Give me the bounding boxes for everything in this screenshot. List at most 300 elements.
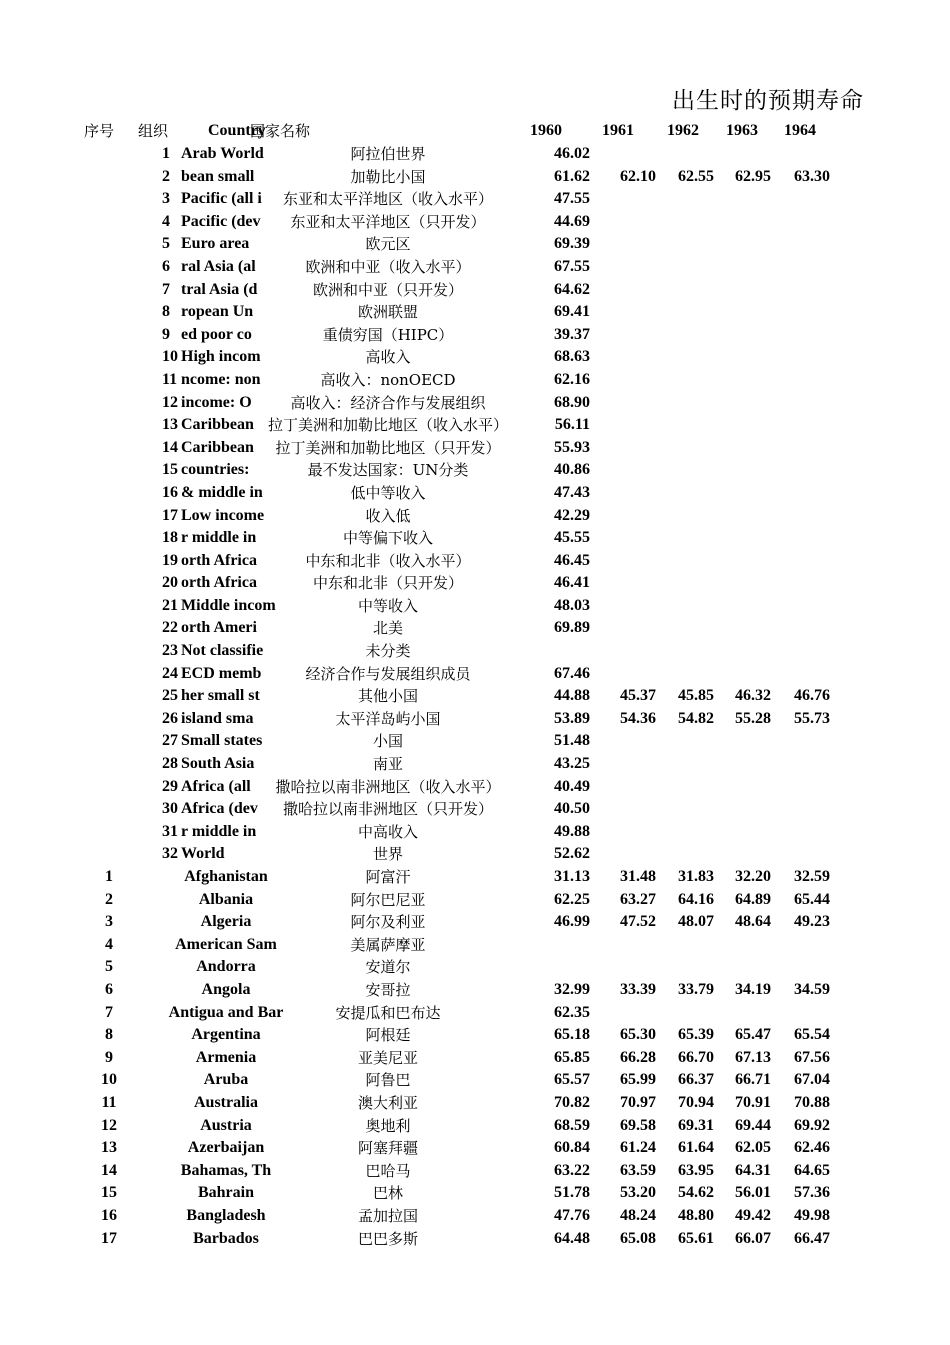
row-org-code: 12 <box>162 393 178 411</box>
row-value-1961: 61.24 <box>620 1139 656 1157</box>
row-seq-number: 4 <box>105 935 113 953</box>
row-value-1962: 48.07 <box>678 913 714 931</box>
row-chinese-name: 东亚和太平洋地区（收入水平） <box>282 190 493 209</box>
row-value-1964 <box>770 617 830 640</box>
row-value-1961 <box>596 188 656 211</box>
row-country-name: World <box>181 845 225 863</box>
row-value-1964: 67.04 <box>794 1071 830 1089</box>
row-value-1960: 67.46 <box>554 664 590 682</box>
row-value-1960: 52.62 <box>554 845 590 863</box>
table-row <box>0 617 950 640</box>
row-value-1962 <box>654 730 714 753</box>
row-value-1960: 56.11 <box>554 416 590 434</box>
row-seq-number: 6 <box>105 980 113 998</box>
header-cn-name: 国家名称 <box>250 122 311 140</box>
row-value-1961: 45.37 <box>620 687 656 705</box>
row-value-1962 <box>654 233 714 256</box>
row-value-1963 <box>711 414 771 437</box>
row-value-1960: 46.41 <box>554 574 590 592</box>
row-org-code: 4 <box>162 212 170 230</box>
row-value-1960: 60.84 <box>554 1139 590 1157</box>
row-seq-number <box>90 211 128 234</box>
table-row <box>0 437 950 460</box>
row-value-1961 <box>596 279 656 302</box>
row-seq-number <box>90 233 128 256</box>
row-value-1961 <box>596 821 656 844</box>
row-value-1960: 47.43 <box>554 483 590 501</box>
row-value-1964: 64.65 <box>794 1161 830 1179</box>
row-value-1961 <box>596 505 656 528</box>
row-seq-number <box>90 482 128 505</box>
row-chinese-name: 中东和北非（只开发） <box>312 574 463 593</box>
row-value-1962: 62.55 <box>678 167 714 185</box>
row-value-1964 <box>770 821 830 844</box>
row-chinese-name: 亚美尼亚 <box>357 1048 418 1067</box>
page-title: 出生时的预期寿命 <box>672 88 864 114</box>
header-year-1962: 1962 <box>667 122 699 139</box>
row-country-name: South Asia <box>181 755 255 773</box>
row-value-1963 <box>711 753 771 776</box>
row-value-1963 <box>711 776 771 799</box>
row-value-1962 <box>654 798 714 821</box>
row-value-1961 <box>596 482 656 505</box>
row-value-1964 <box>770 798 830 821</box>
row-value-1961 <box>596 324 656 347</box>
row-seq-number: 2 <box>105 890 113 908</box>
row-value-1964: 65.44 <box>794 890 830 908</box>
row-seq-number <box>90 279 128 302</box>
row-value-1963: 67.13 <box>735 1048 771 1066</box>
row-value-1960 <box>530 956 590 979</box>
row-value-1960: 49.88 <box>554 822 590 840</box>
row-value-1964 <box>770 482 830 505</box>
row-seq-number <box>90 572 128 595</box>
row-seq-number <box>90 392 128 415</box>
row-value-1964: 65.54 <box>794 1026 830 1044</box>
row-value-1962 <box>654 663 714 686</box>
row-seq-number <box>90 685 128 708</box>
row-value-1964 <box>770 595 830 618</box>
row-value-1964 <box>770 188 830 211</box>
row-value-1961 <box>596 414 656 437</box>
row-seq-number <box>90 369 128 392</box>
row-value-1960: 51.48 <box>554 732 590 750</box>
row-country-name: island sma <box>181 709 254 727</box>
row-org-code: 7 <box>162 280 170 298</box>
row-country-name: bean small <box>181 167 255 185</box>
row-value-1962 <box>654 934 714 957</box>
row-value-1963 <box>711 279 771 302</box>
row-value-1960: 68.63 <box>554 348 590 366</box>
row-seq-number <box>90 256 128 279</box>
row-country-name: Africa (all <box>181 777 251 795</box>
row-value-1963 <box>711 211 771 234</box>
row-org-code: 6 <box>162 257 170 275</box>
row-value-1963: 64.89 <box>735 890 771 908</box>
row-value-1963 <box>711 843 771 866</box>
table-row <box>0 482 950 505</box>
table-row <box>0 459 950 482</box>
row-value-1963: 49.42 <box>735 1206 771 1224</box>
row-value-1964 <box>770 414 830 437</box>
row-value-1964 <box>770 233 830 256</box>
row-value-1960: 46.45 <box>554 551 590 569</box>
row-chinese-name: 低中等收入 <box>350 483 426 502</box>
row-value-1963: 34.19 <box>735 980 771 998</box>
row-value-1962 <box>654 843 714 866</box>
row-value-1963 <box>711 527 771 550</box>
row-chinese-name: 经济合作与发展组织成员 <box>305 664 471 683</box>
row-country-name: ral Asia (al <box>181 257 256 275</box>
row-value-1964 <box>770 459 830 482</box>
row-chinese-name: 安哥拉 <box>365 980 411 999</box>
row-country-name: Caribbean <box>181 416 254 434</box>
row-value-1960: 45.55 <box>554 529 590 547</box>
row-value-1962 <box>654 143 714 166</box>
table-row <box>0 188 950 211</box>
row-value-1961 <box>596 369 656 392</box>
row-country-name: Euro area <box>181 235 250 253</box>
row-value-1961 <box>596 640 656 663</box>
table-row <box>0 685 950 708</box>
row-value-1964: 69.92 <box>794 1116 830 1134</box>
row-value-1962 <box>654 211 714 234</box>
row-chinese-name: 澳大利亚 <box>357 1093 418 1112</box>
row-seq-number: 17 <box>101 1229 117 1247</box>
row-value-1963 <box>711 1002 771 1025</box>
row-value-1962 <box>654 324 714 347</box>
row-value-1962: 54.82 <box>678 709 714 727</box>
row-chinese-name: 太平洋岛屿小国 <box>335 709 441 728</box>
table-row <box>0 753 950 776</box>
row-seq-number: 1 <box>105 868 113 885</box>
row-chinese-name: 阿富汗 <box>365 868 411 886</box>
row-seq-number <box>90 527 128 550</box>
row-value-1964 <box>770 527 830 550</box>
row-org-code: 3 <box>162 190 170 208</box>
row-value-1960: 68.90 <box>554 393 590 411</box>
row-chinese-name: 阿拉伯世界 <box>350 145 426 163</box>
row-seq-number <box>90 595 128 618</box>
row-value-1963 <box>711 595 771 618</box>
row-chinese-name: 阿根廷 <box>365 1026 411 1045</box>
row-value-1960: 67.55 <box>554 257 590 275</box>
row-country: American Sam <box>175 935 277 953</box>
row-value-1964 <box>770 143 830 166</box>
table-row <box>0 527 950 550</box>
row-value-1964: 63.30 <box>794 167 830 185</box>
row-value-1962: 66.70 <box>678 1048 714 1066</box>
row-chinese-name: 欧洲和中亚（只开发） <box>312 280 463 299</box>
row-seq-number <box>90 708 128 731</box>
row-org-code: 5 <box>162 235 170 253</box>
table-row <box>0 663 950 686</box>
row-country-name: orth Ameri <box>181 619 257 637</box>
row-value-1962 <box>654 459 714 482</box>
row-value-1963 <box>711 798 771 821</box>
row-value-1961 <box>596 776 656 799</box>
row-value-1962: 64.16 <box>678 890 714 908</box>
row-value-1963 <box>711 143 771 166</box>
row-value-1962: 69.31 <box>678 1116 714 1134</box>
row-value-1962: 65.61 <box>678 1229 714 1247</box>
row-value-1963 <box>711 437 771 460</box>
row-seq-number: 5 <box>105 958 113 976</box>
row-org-code: 23 <box>162 642 178 660</box>
row-value-1961 <box>596 798 656 821</box>
table-row <box>0 708 950 731</box>
row-country-name: Pacific (all i <box>181 190 262 208</box>
row-country-name: ropean Un <box>181 303 254 321</box>
row-value-1961 <box>596 934 656 957</box>
row-value-1961 <box>596 1002 656 1025</box>
table-row <box>0 324 950 347</box>
row-value-1961: 65.30 <box>620 1026 656 1044</box>
row-country: Andorra <box>196 958 256 976</box>
row-value-1960: 40.86 <box>554 461 590 479</box>
row-value-1963 <box>711 663 771 686</box>
row-value-1964: 62.46 <box>794 1139 830 1157</box>
row-value-1964 <box>770 256 830 279</box>
row-seq-number <box>90 188 128 211</box>
row-chinese-name: 阿尔巴尼亚 <box>350 890 426 909</box>
row-value-1960: 65.85 <box>554 1048 590 1066</box>
table-row <box>0 934 950 957</box>
row-value-1963 <box>711 505 771 528</box>
row-value-1962 <box>654 753 714 776</box>
row-country: Austria <box>200 1116 252 1134</box>
row-value-1962: 45.85 <box>678 687 714 705</box>
row-value-1963 <box>711 640 771 663</box>
row-value-1961 <box>596 256 656 279</box>
row-seq-number: 3 <box>105 913 113 931</box>
row-value-1961 <box>596 143 656 166</box>
row-value-1962 <box>654 821 714 844</box>
table-row <box>0 1137 950 1160</box>
table-row <box>0 166 950 189</box>
row-seq-number <box>90 753 128 776</box>
row-seq-number <box>90 459 128 482</box>
row-chinese-name: 南亚 <box>372 755 403 774</box>
header-org: 组织 <box>138 122 169 140</box>
row-value-1962 <box>654 617 714 640</box>
row-value-1964: 34.59 <box>794 980 830 998</box>
row-seq-number <box>90 437 128 460</box>
table-row <box>0 866 950 889</box>
row-seq-number: 11 <box>101 1093 117 1111</box>
row-value-1961 <box>596 617 656 640</box>
row-chinese-name: 中等收入 <box>357 596 418 615</box>
table-row <box>0 1002 950 1025</box>
table-row <box>0 1115 950 1138</box>
row-value-1964: 49.23 <box>794 913 830 931</box>
header-year-1963: 1963 <box>726 122 758 139</box>
row-value-1962 <box>654 414 714 437</box>
row-chinese-name: 中等偏下收入 <box>342 529 433 548</box>
row-value-1963: 65.47 <box>735 1026 771 1044</box>
row-value-1963: 69.44 <box>735 1116 771 1134</box>
row-value-1961: 62.10 <box>620 167 656 185</box>
header-year-1964: 1964 <box>784 122 816 139</box>
row-country: Afghanistan <box>184 868 268 885</box>
row-country: Albania <box>198 890 254 908</box>
row-seq-number <box>90 301 128 324</box>
row-country: Argentina <box>191 1026 261 1044</box>
row-value-1960: 64.48 <box>554 1229 590 1247</box>
row-value-1960: 62.35 <box>554 1003 590 1021</box>
row-value-1960: 62.25 <box>554 890 590 908</box>
table-row <box>0 392 950 415</box>
row-country-name: Not classifie <box>181 642 264 660</box>
row-seq-number <box>90 798 128 821</box>
row-value-1964 <box>770 211 830 234</box>
row-value-1963: 66.07 <box>735 1229 771 1247</box>
row-org-code: 15 <box>162 461 178 479</box>
row-value-1963 <box>711 459 771 482</box>
row-chinese-name: 美属萨摩亚 <box>350 935 426 954</box>
row-org-code: 18 <box>162 529 178 547</box>
row-value-1962 <box>654 301 714 324</box>
row-org-code: 14 <box>162 438 178 456</box>
row-value-1960 <box>530 934 590 957</box>
table-row <box>0 956 950 979</box>
table-row <box>0 979 950 1002</box>
row-value-1963 <box>711 324 771 347</box>
row-value-1960: 55.93 <box>554 438 590 456</box>
row-value-1964: 49.98 <box>794 1206 830 1224</box>
row-country: Armenia <box>195 1048 257 1066</box>
row-value-1963 <box>711 256 771 279</box>
row-value-1962 <box>654 1002 714 1025</box>
row-seq-number <box>90 324 128 347</box>
table-row <box>0 301 950 324</box>
row-chinese-name: 欧洲和中亚（收入水平） <box>305 257 471 276</box>
row-country-name: Caribbean <box>181 438 254 456</box>
row-org-code: 29 <box>162 777 178 795</box>
row-org-code: 2 <box>162 167 170 185</box>
row-value-1963: 46.32 <box>735 687 771 705</box>
row-value-1964 <box>770 1002 830 1025</box>
row-value-1963 <box>711 392 771 415</box>
row-country-name: orth Africa <box>181 551 257 569</box>
row-value-1963: 32.20 <box>735 868 771 885</box>
row-seq-number <box>90 143 128 166</box>
row-value-1960: 42.29 <box>554 506 590 524</box>
row-chinese-name: 高收入：nonOECD <box>320 370 456 389</box>
row-chinese-name: 东亚和太平洋地区（只开发） <box>290 212 486 231</box>
row-value-1964 <box>770 301 830 324</box>
row-chinese-name: 未分类 <box>365 642 411 661</box>
row-value-1960: 43.25 <box>554 755 590 773</box>
row-value-1961 <box>596 437 656 460</box>
row-org-code: 30 <box>162 800 178 818</box>
row-value-1960: 70.82 <box>554 1093 590 1111</box>
row-country-name: Arab World <box>181 145 264 162</box>
row-chinese-name: 撒哈拉以南非洲地区（只开发） <box>282 800 493 819</box>
row-seq-number: 9 <box>105 1048 113 1066</box>
row-seq-number <box>90 821 128 844</box>
row-seq-number <box>90 414 128 437</box>
row-value-1963 <box>711 482 771 505</box>
row-value-1964 <box>770 346 830 369</box>
row-value-1963 <box>711 346 771 369</box>
table-row <box>0 798 950 821</box>
row-value-1963: 66.71 <box>735 1071 771 1089</box>
row-value-1962 <box>654 572 714 595</box>
row-country-name: tral Asia (d <box>181 280 258 298</box>
row-chinese-name: 阿尔及利亚 <box>350 913 426 932</box>
header-year-1961: 1961 <box>602 122 634 139</box>
row-value-1964 <box>770 776 830 799</box>
row-value-1963: 64.31 <box>735 1161 771 1179</box>
table-row <box>0 595 950 618</box>
row-chinese-name: 欧洲联盟 <box>357 303 418 322</box>
row-value-1962 <box>654 346 714 369</box>
row-value-1964 <box>770 934 830 957</box>
row-value-1960: 64.62 <box>554 280 590 298</box>
row-value-1961 <box>596 595 656 618</box>
table-row <box>0 1069 950 1092</box>
row-value-1963: 55.28 <box>735 709 771 727</box>
row-chinese-name: 巴巴多斯 <box>357 1229 418 1248</box>
row-value-1963: 70.91 <box>735 1093 771 1111</box>
row-value-1964 <box>770 753 830 776</box>
row-value-1960 <box>530 640 590 663</box>
table-row <box>0 233 950 256</box>
table-row <box>0 821 950 844</box>
row-value-1960: 69.39 <box>554 235 590 253</box>
row-seq-number: 16 <box>101 1206 117 1224</box>
row-value-1961: 48.24 <box>620 1206 656 1224</box>
row-chinese-name: 中东和北非（收入水平） <box>305 551 471 570</box>
row-value-1961: 31.48 <box>620 868 656 885</box>
row-value-1960: 40.49 <box>554 777 590 795</box>
row-value-1962 <box>654 392 714 415</box>
row-value-1960: 47.76 <box>554 1206 590 1224</box>
row-value-1960: 65.57 <box>554 1071 590 1089</box>
row-org-code: 20 <box>162 574 178 592</box>
row-value-1962 <box>654 482 714 505</box>
row-chinese-name: 北美 <box>372 619 403 638</box>
row-value-1962 <box>654 776 714 799</box>
header-year-1960: 1960 <box>530 122 562 139</box>
row-value-1964 <box>770 279 830 302</box>
row-value-1960: 44.88 <box>554 687 590 705</box>
row-chinese-name: 高收入 <box>365 348 411 367</box>
row-seq-number <box>90 166 128 189</box>
row-value-1961 <box>596 211 656 234</box>
table-row <box>0 911 950 934</box>
row-country: Australia <box>194 1093 258 1111</box>
row-org-code: 22 <box>162 619 178 637</box>
row-value-1961 <box>596 301 656 324</box>
row-seq-number <box>90 843 128 866</box>
row-chinese-name: 巴林 <box>372 1184 403 1203</box>
row-chinese-name: 奥地利 <box>365 1116 411 1135</box>
row-value-1961: 69.58 <box>620 1116 656 1134</box>
row-value-1961: 65.99 <box>620 1071 656 1089</box>
table-row <box>0 1092 950 1115</box>
row-value-1961 <box>596 956 656 979</box>
row-value-1963 <box>711 821 771 844</box>
row-chinese-name: 安道尔 <box>365 958 411 977</box>
row-value-1962: 66.37 <box>678 1071 714 1089</box>
table-row <box>0 1047 950 1070</box>
row-country-name: ed poor co <box>181 325 252 343</box>
row-value-1962: 70.94 <box>678 1093 714 1111</box>
row-chinese-name: 最不发达国家：UN分类 <box>307 461 469 480</box>
row-org-code: 13 <box>162 416 178 434</box>
